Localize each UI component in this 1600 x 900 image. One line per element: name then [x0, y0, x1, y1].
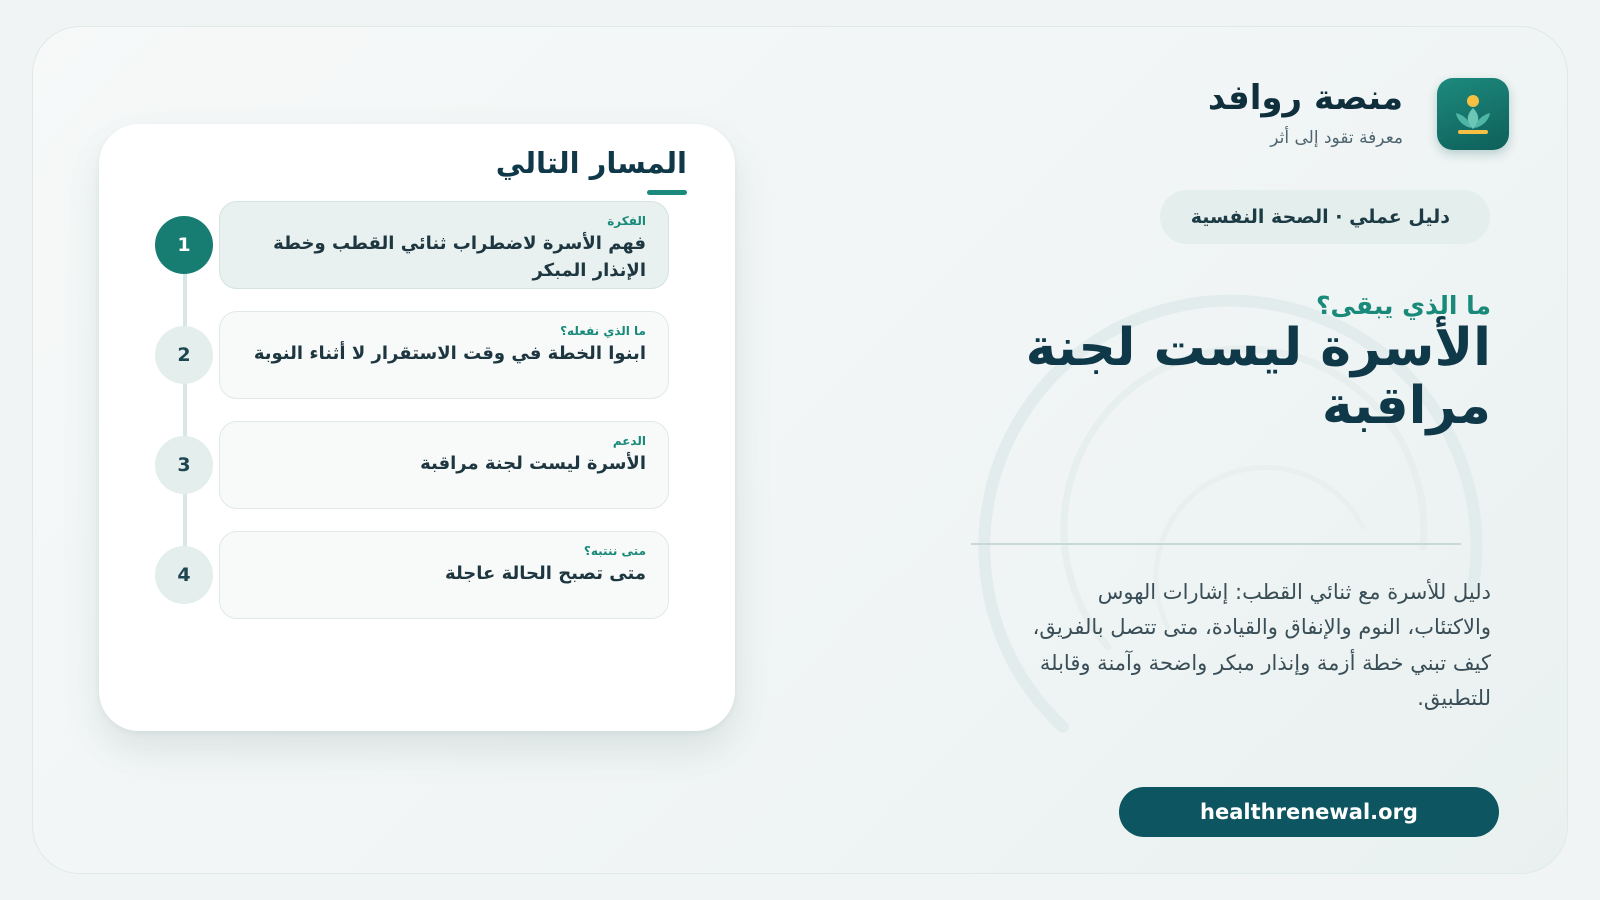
lotus-sun-logo-icon — [1437, 78, 1509, 150]
step-label: الدعم — [612, 434, 646, 448]
steps-list — [99, 124, 735, 731]
step-text: ابنوا الخطة في وقت الاستقرار لا أثناء النوبة — [253, 343, 646, 365]
brand-tagline: معرفة تقود إلى أثر — [1270, 127, 1403, 148]
step-label: متى ننتبه؟ — [583, 544, 646, 558]
step-text: فهم الأسرة لاضطراب ثنائي القطب وخطة الإنذار المبكر — [273, 233, 646, 282]
eyebrow-question: ما الذي يبقى؟ — [1316, 291, 1491, 320]
step-3[interactable] — [155, 421, 669, 509]
step-label: الفكرة — [607, 214, 646, 228]
step-1[interactable] — [155, 201, 669, 289]
slide-frame — [32, 26, 1568, 874]
category-pill: دليل عملي · الصحة النفسية — [1160, 190, 1490, 244]
divider — [971, 543, 1461, 545]
description: دليل للأسرة مع ثنائي القطب: إشارات الهوس والاكتئاب، النوم والإنفاق والقيادة، متى تتصل بالفريق، كيف تبني خطة أزمة وإنذار مبكر واضحة وآمنة وقابلة للتطبيق. — [1032, 580, 1491, 710]
step-box — [219, 201, 669, 289]
step-number-badge: 1 — [155, 216, 213, 274]
step-box — [219, 311, 669, 399]
step-number-badge: 2 — [155, 326, 213, 384]
step-number-badge: 4 — [155, 546, 213, 604]
step-number-badge: 3 — [155, 436, 213, 494]
headline: الأسرة ليست لجنة مراقبة — [1025, 318, 1491, 437]
step-2[interactable] — [155, 311, 669, 399]
path-card — [99, 124, 735, 731]
brand-name: منصة روافد — [1207, 78, 1403, 119]
step-box — [219, 531, 669, 619]
step-text: الأسرة ليست لجنة مراقبة — [420, 453, 646, 475]
step-4[interactable] — [155, 531, 669, 619]
step-label: ما الذي نفعله؟ — [560, 324, 646, 338]
step-box — [219, 421, 669, 509]
step-text: متى تصبح الحالة عاجلة — [445, 563, 646, 585]
brand-header — [1208, 78, 1509, 150]
card-title: المسار التالي — [495, 146, 687, 180]
website-button[interactable]: healthrenewal.org — [1119, 787, 1499, 837]
